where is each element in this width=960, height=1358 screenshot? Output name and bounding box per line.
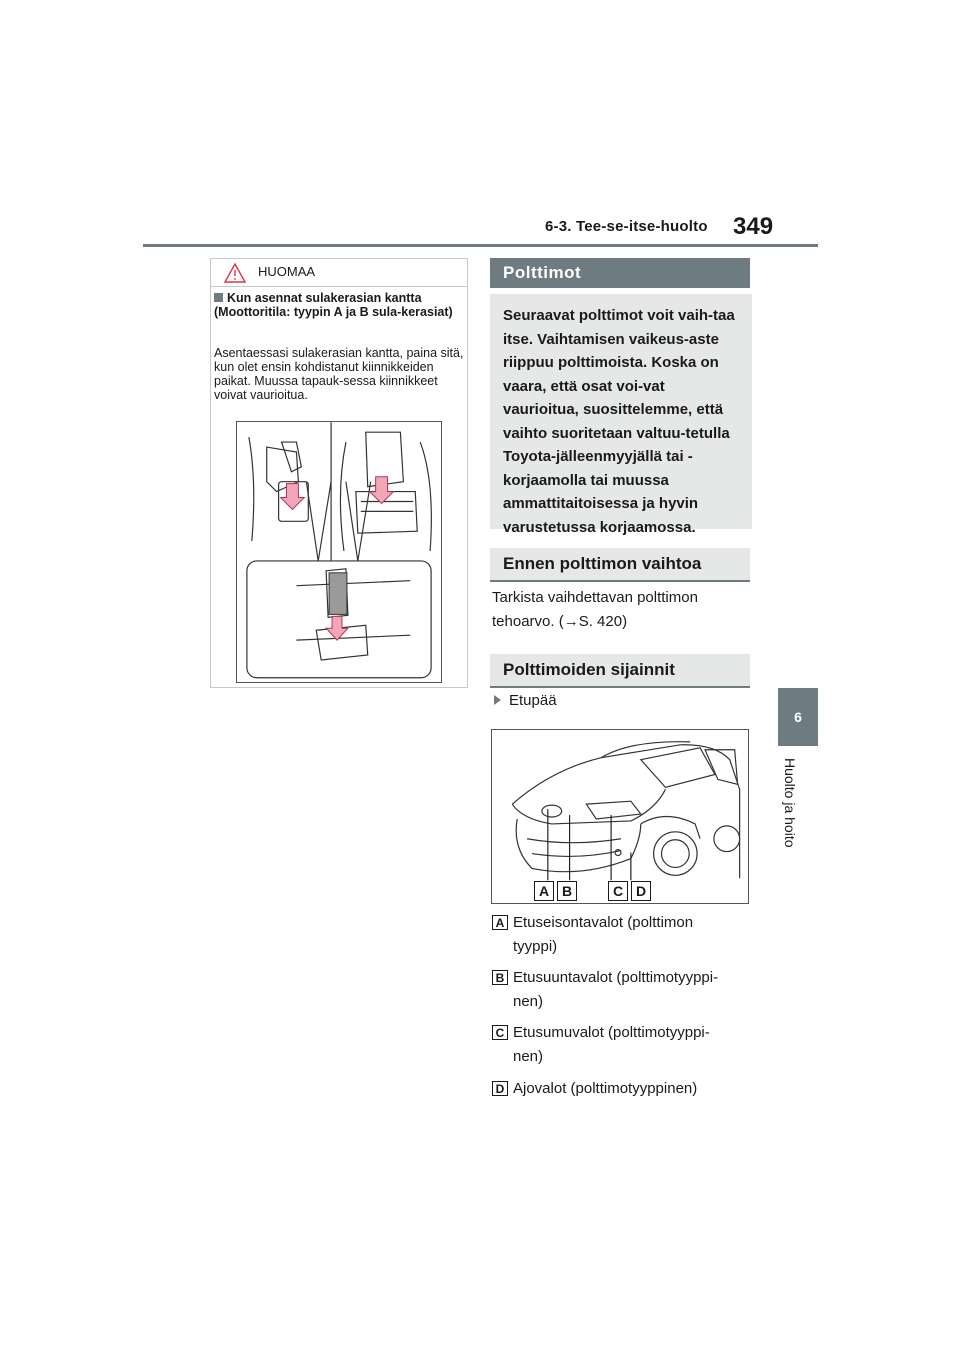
fuse-box-cover-illustration <box>236 421 442 683</box>
legend-letter: B <box>492 970 508 985</box>
legend-text: Etusuuntavalot (polttimotyyppi-nen) <box>513 969 719 1010</box>
callout-label-b: B <box>557 881 577 901</box>
section-heading-ennen: Ennen polttimon vaihtoa <box>490 548 750 582</box>
notice-heading-text: Kun asennat sulakerasian kantta (Moottoritila: tyypin A ja B sula-kerasiat) <box>214 291 453 319</box>
legend-text: Etusumuvalot (polttimotyyppi-nen) <box>513 1024 710 1065</box>
legend-item-b <box>492 966 742 1016</box>
callout-label-c: C <box>608 881 628 901</box>
notice-title: HUOMAA <box>258 264 316 279</box>
warning-triangle-icon <box>224 263 246 283</box>
callout-label-a: A <box>534 881 554 901</box>
notice-heading <box>214 291 464 319</box>
legend-text: Ajovalot (polttimotyyppinen) <box>513 1080 698 1097</box>
chapter-title: Huolto ja hoito <box>782 758 798 848</box>
legend-item-c <box>492 1021 742 1071</box>
car-callout-labels <box>534 881 654 901</box>
arrow-bullet-icon <box>494 695 501 705</box>
legend-letter: C <box>492 1025 508 1040</box>
intro-box: Seuraavat polttimot voit vaih-taa itse. Vaihtamisen vaikeus-aste riippuu polttimoista. Koska on vaara, että osat voi-vat vaurioitua, suosittelemme, että vaihto suoritetaan valtuu-tetulla Toyota-jälleenmyyjällä tai -korjaamolla tai muussa ammattitaitoisessa ja hyvin varustetussa korjaamossa. <box>490 294 752 529</box>
header-rule <box>143 244 818 247</box>
callout-label-d: D <box>631 881 651 901</box>
notice-header <box>211 259 467 287</box>
front-end-text: Etupää <box>509 692 557 709</box>
legend-item-d <box>492 1077 742 1103</box>
front-end-label <box>494 692 557 709</box>
legend-text: Etuseisontavalot (polttimon tyyppi) <box>513 914 694 955</box>
legend-letter: A <box>492 915 508 930</box>
legend-letter: D <box>492 1081 508 1096</box>
square-bullet-icon <box>214 293 223 302</box>
notice-body: Asentaessasi sulakerasian kantta, paina sitä, kun olet ensin kohdistanut kiinnikkeiden paikat. Muussa tapauk-sessa kiinnikkeet voivat vaurioitua. <box>214 346 464 402</box>
section-heading-sijainnit: Polttimoiden sijainnit <box>490 654 750 688</box>
chapter-tab: 6 <box>778 688 818 746</box>
legend-item-a <box>492 911 742 961</box>
section-title: 6-3. Tee-se-itse-huolto <box>545 218 708 235</box>
chapter-side-label <box>776 758 820 868</box>
section-heading-polttimot: Polttimot <box>490 258 750 288</box>
car-front-illustration <box>491 729 749 904</box>
ennen-text: Tarkista vaihdettavan polttimon tehoarvo. (→S. 420) <box>492 589 698 630</box>
page-number: 349 <box>733 213 774 240</box>
